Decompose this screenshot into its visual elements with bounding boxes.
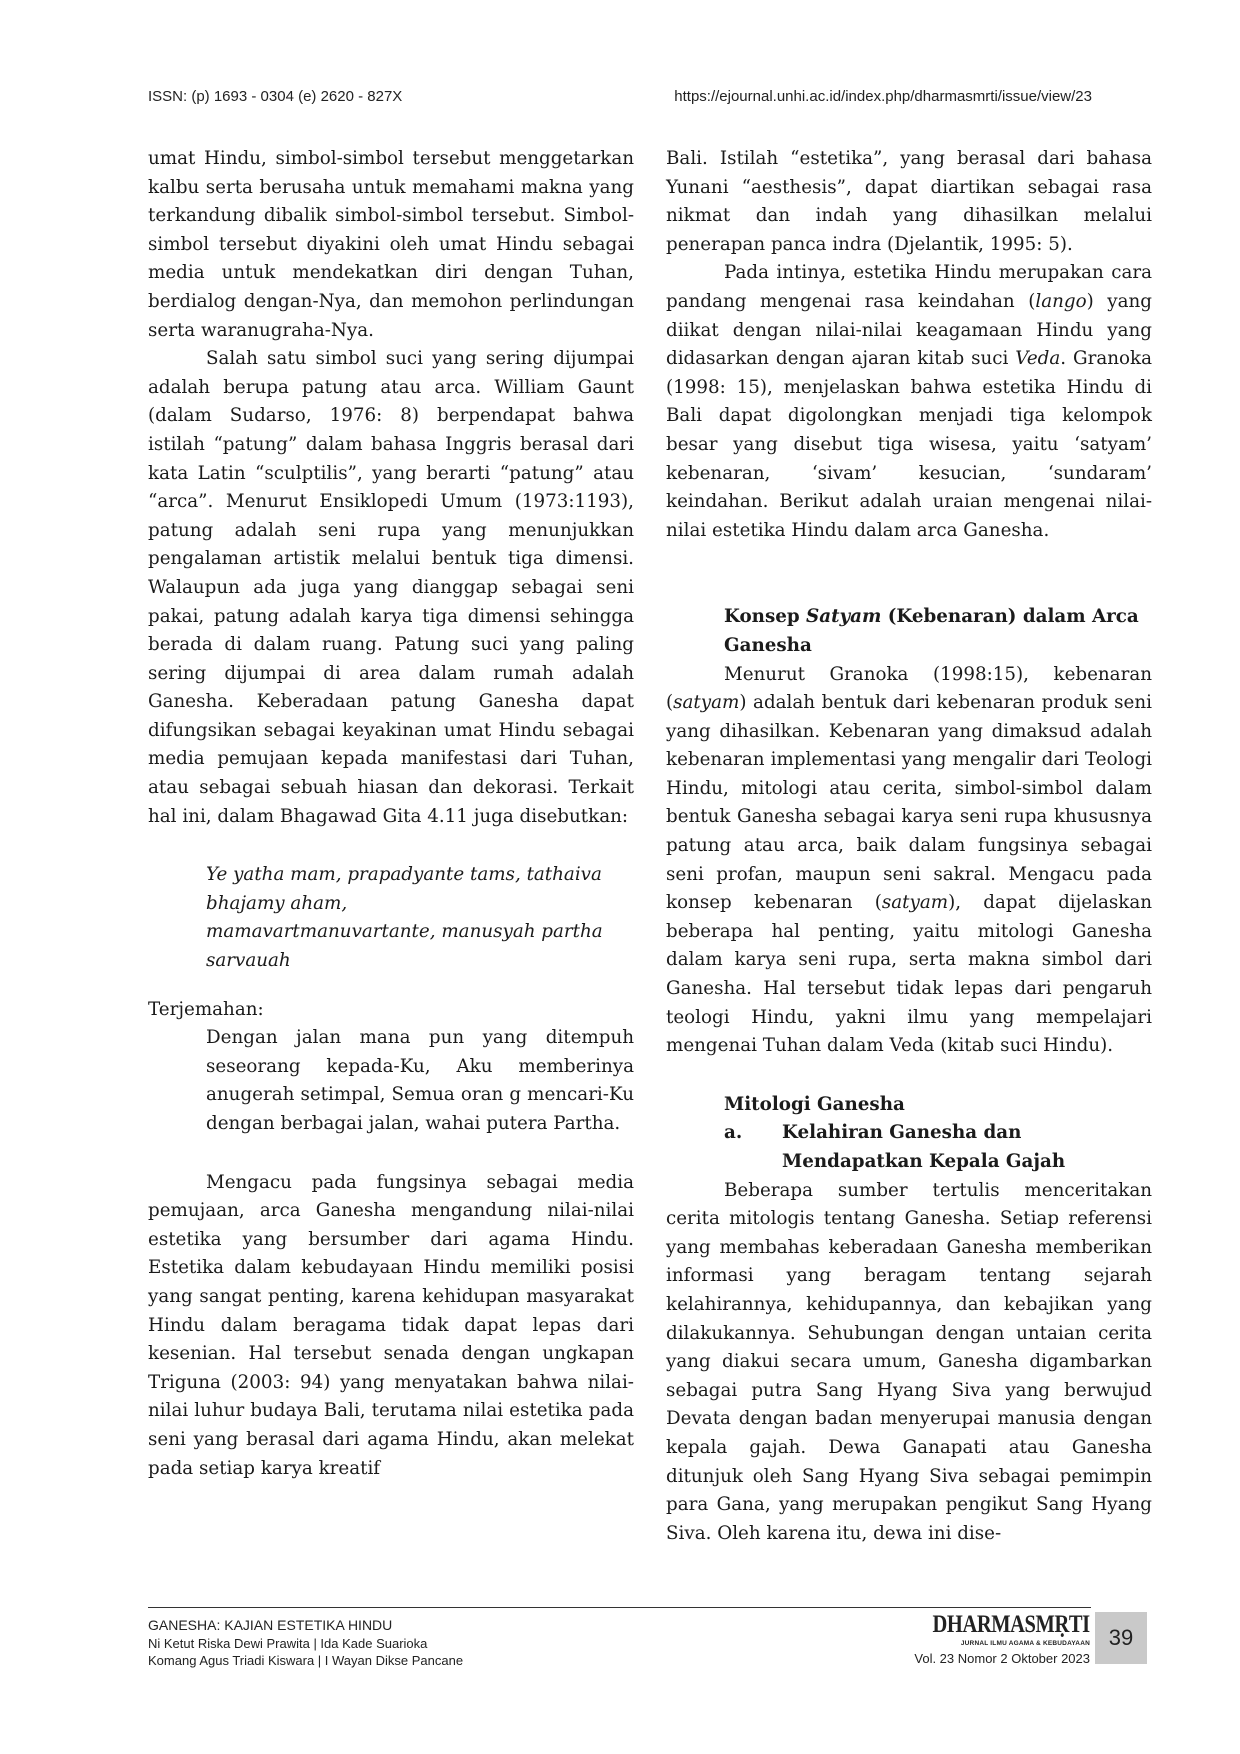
subsection-marker: a. [724,1122,743,1144]
sanskrit-quote-line2: mamavartmanuvartante, manusyah partha sarvauah [206,921,603,972]
paragraph-hindu-aesthetics: Pada intinya, estetika Hindu merupakan cara pandang mengenai rasa keindahan (lango) yang diikat dengan nilai-nilai keagamaan Hindu yang didasarkan dengan ajaran kitab suci Veda. Granoka (1998: 15), menjelaskan bahwa estetika Hindu di Bali dapat digolongkan menjadi tiga kelompok besar yang disebut tiga wisesa, yaitu ‘satyam’ kebenaran, ‘sivam’ kesucian, ‘sundaram’ keindahan. Berikut adalah uraian mengenai nilai-nilai estetika Hindu dalam arca Ganesha. [666,262,1153,541]
page-header [148,88,1092,112]
sanskrit-quote-line1: Ye yatha mam, prapadyante tams, tathaiva bhajamy aham, [206,864,602,914]
translation-label: Terjemahan: [148,998,264,1020]
paragraph-satyam: Menurut Granoka (1998:15), kebenaran (satyam) adalah bentuk dari kebenaran produk seni yang dihasilkan. Kebenaran yang dimaksud adalah kebenaran implementasi yang mengalir dari Teologi Hindu, mitologi atau cerita, simbol-simbol dalam bentuk Ganesha sebagai karya seni rupa khususnya patung atau arca, baik dalam fungsinya sebagai seni profan, maupun seni sakral. Mengacu pada konsep kebenaran (satyam), dapat dijelaskan beberapa hal penting, yaitu mitologi Ganesha dalam karya seni rupa, serta makna simbol dari Ganesha. Hal tersebut tidak lepas dari pengaruh teologi Hindu, yakni ilmu yang mempelajari mengenai Tuhan dalam Veda (kitab suci Hindu). [666,663,1152,1057]
paragraph-statue: Salah satu simbol suci yang sering dijumpai adalah berupa patung atau arca. William Gaunt (dalam Sudarso, 1976: 8) berpendapat bahwa istilah “patung” dalam bahasa Inggris berasal dari kata Latin “sculptilis”, yang berarti “patung” atau “arca”. Menurut Ensiklopedi Umum (1973:1193), patung adalah seni rupa yang menunjukkan pengalaman artistik melalui bentuk tiga dimensi. Walaupun ada juga yang dianggap sebagai seni pakai, patung adalah karya tiga dimensi sehingga berada di dalam ruang. Patung suci yang paling sering dijumpai di area dalam rumah adalah Ganesha. Keberadaan patung Ganesha dapat difungsikan sebagai keyakinan umat Hindu sebagai media pemujaan kepada manifestasi dari Tuhan, atau sebagai sebuah hiasan dan dekorasi. Terkait hal ini, dalam Bhagawad Gita 4.11 juga disebutkan: [148,348,634,827]
translation-text: Dengan jalan mana pun yang ditempuh seseorang kepada-Ku, Aku memberinya anugerah setimpal, Semua oran g mencari-Ku dengan berbagai jalan, wahai putera Partha. [206,1027,634,1134]
footer-authors-line2: Komang Agus Triadi Kiswara | I Wayan Dikse Pancane [148,1653,464,1668]
section-heading-mitologi: Mitologi Ganesha [724,1093,905,1115]
footer-divider [148,1607,1091,1608]
footer-article-title: GANESHA: KAJIAN ESTETIKA HINDU [148,1617,393,1633]
subsection-title: Kelahiran Ganesha dan Mendapatkan Kepala Gajah [782,1122,1066,1172]
right-column [666,145,1152,1548]
journal-tagline: JURNAL ILMU AGAMA & KEBUDAYAAN [960,1640,1090,1647]
journal-logo: DHARMASMṚTI [932,1611,1090,1638]
page-number: 39 [1095,1612,1147,1664]
journal-volume: Vol. 23 Nomor 2 Oktober 2023 [914,1651,1090,1666]
paragraph-symbols: umat Hindu, simbol-simbol tersebut menggetarkan kalbu serta berusaha untuk memahami makna yang terkandung dibalik simbol-simbol tersebut. Simbol-simbol tersebut diyakini oleh umat Hindu sebagai media untuk mendekatkan diri dengan Tuhan, berdialog dengan-Nya, dan memohon perlindungan serta waranugraha-Nya. [148,148,634,341]
footer-article-info [148,1615,463,1669]
footer-journal-info [898,1612,1090,1667]
left-column [148,145,634,1483]
subsection-heading-kelahiran [724,1119,1152,1176]
footer-authors-line1: Ni Ketut Riska Dewi Prawita | Ida Kade Suarioka [148,1636,428,1651]
paragraph-aesthetics: Mengacu pada fungsinya sebagai media pemujaan, arca Ganesha mengandung nilai-nilai estetika yang bersumber dari agama Hindu. Estetika dalam kebudayaan Hindu memiliki posisi yang sangat penting, karena kehidupan masyarakat Hindu dalam beragama tidak dapat lepas dari kesenian. Hal tersebut senada dengan ungkapan Triguna (2003: 94) yang menyatakan bahwa nilai-nilai luhur budaya Bali, terutama nilai estetika pada seni yang berasal dari agama Hindu, akan melekat pada setiap karya kreatif [148,1171,634,1479]
issn-text: ISSN: (p) 1693 - 0304 (e) 2620 - 827X [148,88,403,105]
paragraph-mitologi: Beberapa sumber tertulis menceritakan cerita mitologis tentang Ganesha. Setiap referensi yang membahas keberadaan Ganesha memberikan informasi yang beragam tentang sejarah kelahirannya, kehidupannya, dan kebajikan yang dilakukannya. Sehubungan dengan untaian cerita yang diakui secara umum, Ganesha digambarkan sebagai putra Sang Hyang Siva yang berwujud Devata dengan badan menyerupai manusia dengan kepala gajah. Dewa Ganapati atau Ganesha ditunjuk oleh Sang Hyang Siva sebagai pemimpin para Gana, yang merupakan pengikut Sang Hyang Siva. Oleh karena itu, dewa ini dise- [666,1179,1152,1544]
paragraph-estetika-definition: Bali. Istilah “estetika”, yang berasal dari bahasa Yunani “aesthesis”, dapat diartikan sebagai rasa nikmat dan indah yang dihasilkan melalui penerapan panca indra (Djelantik, 1995: 5). [666,148,1152,255]
journal-url[interactable]: https://ejournal.unhi.ac.id/index.php/dharmasmrti/issue/view/23 [674,88,1092,105]
section-heading-satyam: Konsep Satyam (Kebenaran) dalam Arca Ganesha [724,606,1139,656]
